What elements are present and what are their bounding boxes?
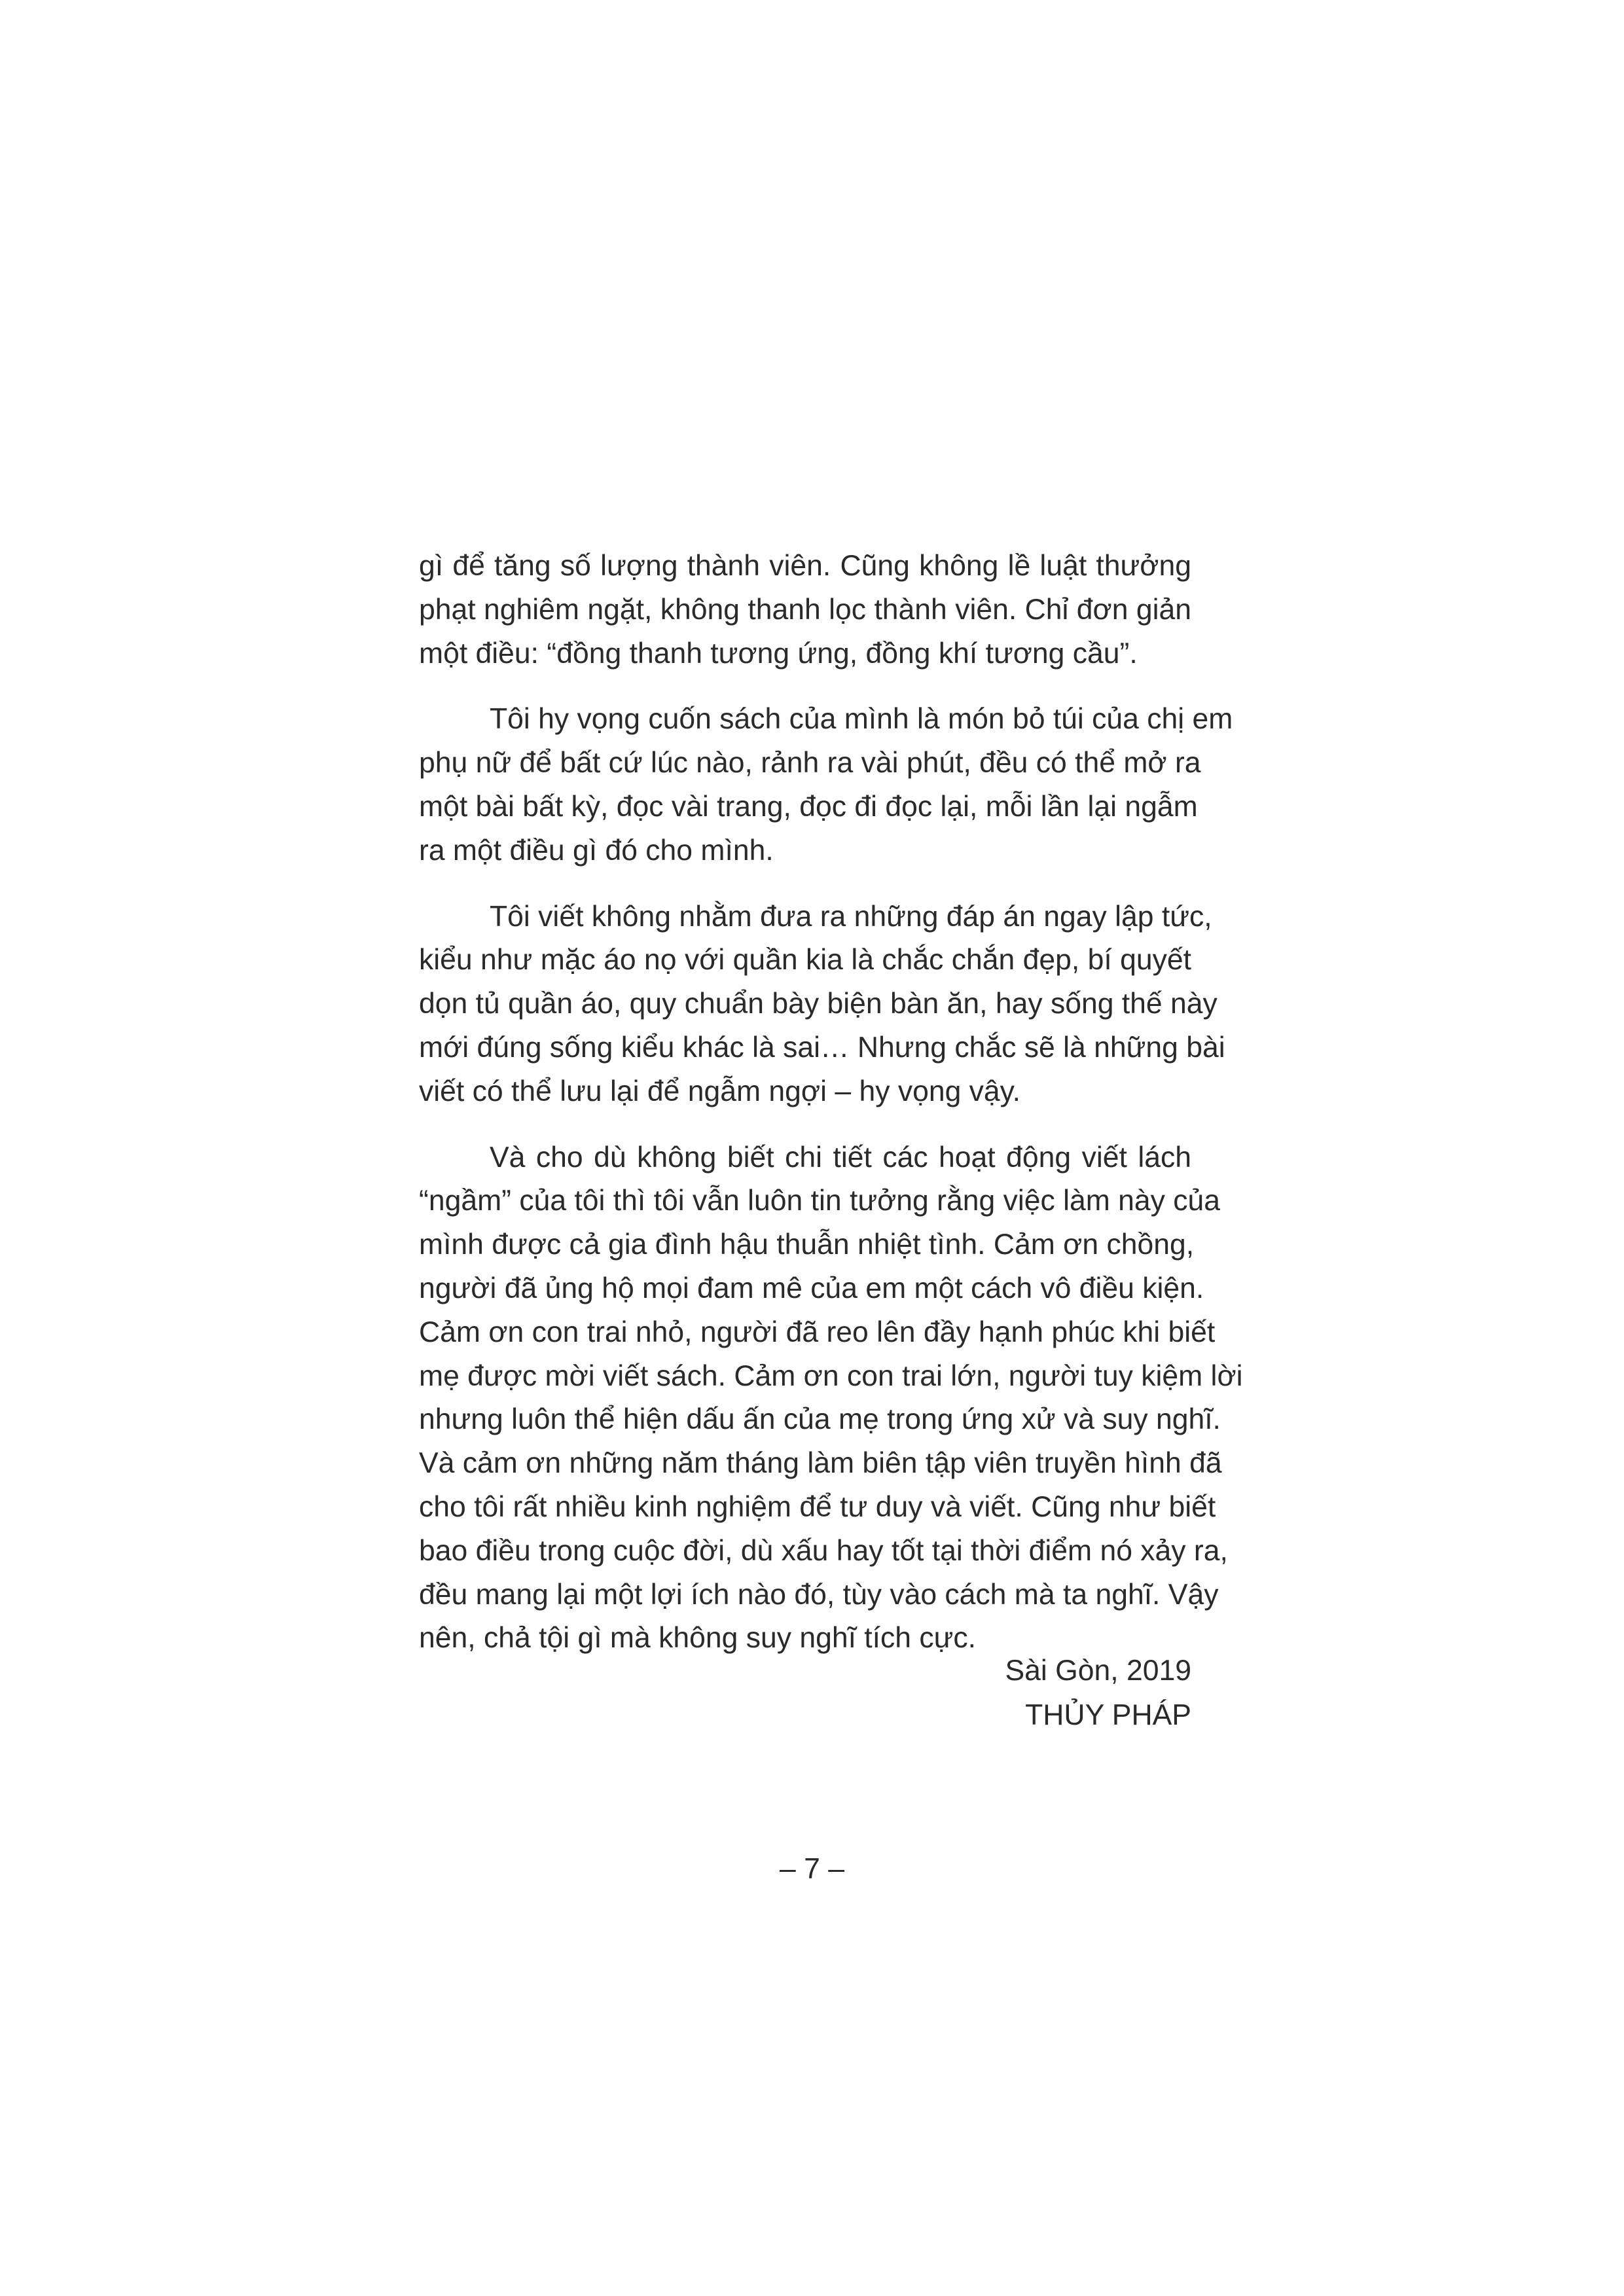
text-line: Tôi hy vọng cuốn sách của mình là món bỏ túi của chị em (490, 703, 1233, 736)
text-line: bao điều trong cuộc đời, dù xấu hay tốt tại thời điểm nó xảy ra, (419, 1534, 1228, 1567)
signature-block (1005, 1649, 1191, 1738)
signature-author: THỦY PHÁP (1025, 1699, 1191, 1731)
paragraph (419, 1136, 1243, 1661)
paragraph (419, 895, 1225, 1114)
text-line: viết có thể lưu lại để ngẫm ngợi – hy vọng vậy. (419, 1075, 1020, 1107)
text-line: mình được cả gia đình hậu thuẫn nhiệt tình. Cảm ơn chồng, (419, 1229, 1195, 1261)
text-line: “ngầm” của tôi thì tôi vẫn luôn tin tưởng rằng việc làm này của (419, 1185, 1221, 1217)
text-line: Tôi viết không nhằm đưa ra những đáp án ngay lập tức, (490, 900, 1212, 933)
text-line: Cảm ơn con trai nhỏ, người đã reo lên đầy hạnh phúc khi biết (419, 1316, 1216, 1348)
text-line: cho tôi rất nhiều kinh nghiệm để tư duy và viết. Cũng như biết (419, 1490, 1216, 1523)
signature-place-date: Sài Gòn, 2019 (1005, 1655, 1191, 1687)
text-line: nhưng luôn thể hiện dấu ấn của mẹ trong ứng xử và suy nghĩ. (419, 1403, 1221, 1436)
text-line: kiểu như mặc áo nọ với quần kia là chắc chắn đẹp, bí quyết (419, 944, 1191, 977)
text-line: gì để tăng số lượng thành viên. Cũng không lề luật thưởng (419, 550, 1191, 582)
text-line: Và cảm ơn những năm tháng làm biên tập viên truyền hình đã (419, 1447, 1222, 1480)
text-line: mẹ được mời viết sách. Cảm ơn con trai lớn, người tuy kiệm lời (419, 1359, 1243, 1392)
text-line: nên, chả tội gì mà không suy nghĩ tích cực. (419, 1622, 977, 1655)
text-line: Và cho dù không biết chi tiết các hoạt động viết lách (490, 1141, 1191, 1174)
paragraph (419, 545, 1191, 675)
text-line: một bài bất kỳ, đọc vài trang, đọc đi đọc lại, mỗi lần lại ngẫm (419, 790, 1198, 823)
text-line: phụ nữ để bất cứ lúc nào, rảnh ra vài phút, đều có thể mở ra (419, 747, 1201, 780)
paragraph (419, 698, 1233, 872)
text-line: người đã ủng hộ mọi đam mê của em một cách vô điều kiện. (419, 1272, 1204, 1304)
page-number: – 7 – (780, 1853, 844, 1885)
text-line: một điều: “đồng thanh tương ứng, đồng khí tương cầu”. (419, 637, 1138, 670)
text-line: mới đúng sống kiểu khác là sai… Nhưng chắc sẽ là những bài (419, 1031, 1225, 1064)
text-line: phạt nghiêm ngặt, không thanh lọc thành viên. Chỉ đơn giản (419, 593, 1191, 626)
text-line: ra một điều gì đó cho mình. (419, 834, 774, 867)
text-line: dọn tủ quần áo, quy chuẩn bày biện bàn ăn, hay sống thế này (419, 988, 1218, 1020)
body-text (419, 545, 1243, 1683)
text-line: đều mang lại một lợi ích nào đó, tùy vào cách mà ta nghĩ. Vậy (419, 1578, 1219, 1611)
